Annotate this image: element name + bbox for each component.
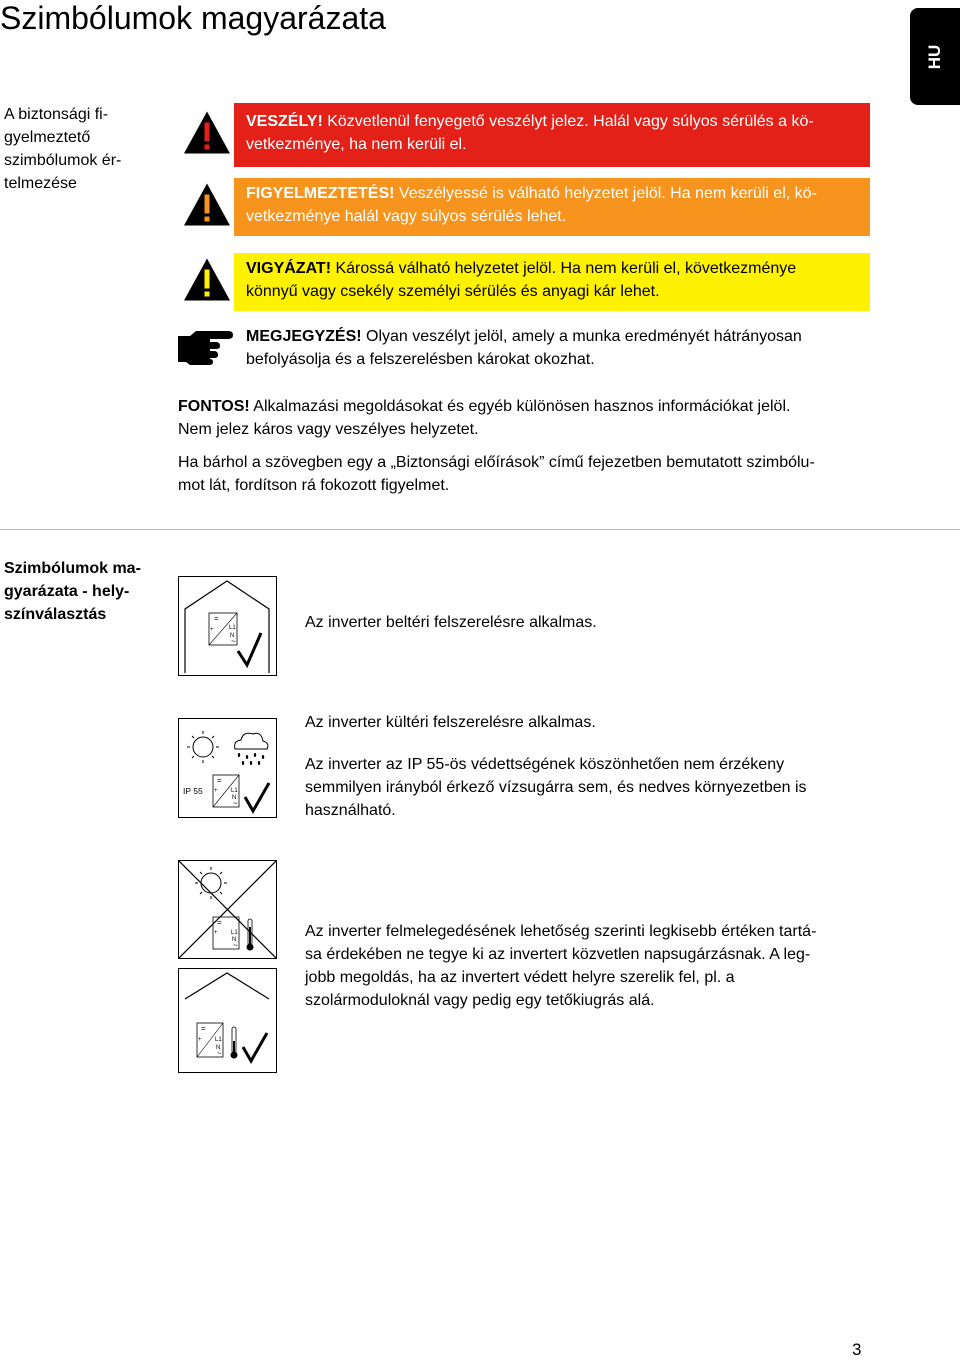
danger-keyword: VESZÉLY! bbox=[246, 113, 323, 130]
no-direct-sun-icon bbox=[179, 861, 276, 958]
outdoor-text-1: Az inverter kültéri felszerelésre alkalmas. bbox=[305, 714, 596, 731]
rain-cloud-icon bbox=[235, 733, 268, 765]
inverter-plus-mark: + bbox=[210, 627, 214, 633]
warning-notice bbox=[178, 178, 870, 236]
thermometer-icon bbox=[231, 1027, 238, 1059]
caution-text: Károssá válható helyzetet jelöl. Ha nem kerüli el, következménye könnyű vagy csekély személyi sérülés és anyagi kár lehet. bbox=[246, 260, 797, 300]
inverter-n-mark: N bbox=[232, 937, 237, 943]
warning-keyword: FIGYELMEZTETÉS! bbox=[246, 185, 395, 202]
important-text-block bbox=[178, 395, 878, 441]
inverter-dc-mark: = bbox=[214, 614, 219, 623]
inverter-ac-mark: ~ bbox=[233, 941, 238, 950]
sun-exposure-text: Az inverter felmelegedésének lehetőség szerinti legkisebb értéken tartá- sa érdekében ne tegye ki az invertert közvetlen napsugárzásnak. A leg- jobb megoldás, ha az invertert védett helyre szerelik fel, pl. a szolármoduloknál vagy pedig egy tetőkiugrás alá. bbox=[305, 923, 817, 1009]
inverter-n-mark: N bbox=[232, 795, 237, 801]
inverter-l1-mark: L1 bbox=[231, 788, 238, 794]
inverter-l1-mark: L1 bbox=[231, 930, 238, 936]
page-title: Szimbólumok magyarázata bbox=[0, 0, 386, 36]
danger-text: Közvetlenül fenyegető veszélyt jelez. Halál vagy súlyos sérülés a kö- vetkezménye, ha nem kerüli el. bbox=[246, 113, 814, 153]
danger-notice bbox=[178, 103, 870, 167]
caution-keyword: VIGYÁZAT! bbox=[246, 260, 332, 277]
inverter-plus-mark: + bbox=[214, 788, 218, 794]
section-safety-label: A biztonsági fi- gyelmeztető szimbólumok ér- telmezése bbox=[4, 106, 122, 192]
inverter-dc-mark: = bbox=[217, 918, 222, 927]
danger-icon bbox=[182, 110, 232, 161]
sun-exposure-symbol bbox=[178, 860, 277, 959]
warning-text: Veszélyessé is válható helyzetet jelöl. Ha nem kerüli el, kö- vetkezménye halál vagy súlyos sérülés lehet. bbox=[246, 185, 817, 225]
pointing-hand-icon bbox=[176, 328, 234, 371]
inverter-n-mark: N bbox=[216, 1045, 221, 1051]
sun-icon bbox=[195, 867, 227, 899]
inverter-dc-mark: = bbox=[201, 1024, 206, 1033]
language-tab bbox=[910, 8, 960, 105]
important-text: Alkalmazási megoldásokat és egyéb különösen hasznos információkat jelöl. Nem jelez káros vagy veszélyes helyzetet. bbox=[178, 398, 791, 438]
caution-box bbox=[234, 253, 870, 311]
shaded-symbol bbox=[178, 968, 277, 1073]
ip-rating-label: IP 55 bbox=[183, 786, 203, 796]
indoor-text: Az inverter beltéri felszerelésre alkalmas. bbox=[305, 614, 597, 631]
section-location-label: Szimbólumok ma- gyarázata - hely- színválasztás bbox=[4, 560, 141, 623]
inverter-l1-mark: L1 bbox=[215, 1037, 222, 1043]
important-keyword: FONTOS! bbox=[178, 398, 250, 415]
note-keyword: MEGJEGYZÉS! bbox=[246, 328, 362, 345]
house-inverter-icon bbox=[179, 577, 276, 675]
caution-notice bbox=[178, 253, 870, 311]
note-text-block bbox=[246, 325, 876, 371]
outdoor-text-2: Az inverter az IP 55-ös védettségének köszönhetően nem érzékeny semmilyen irányból érkező vízsugárra sem, és nedves környezetben is használható. bbox=[305, 756, 807, 819]
inverter-ac-mark: ~ bbox=[233, 799, 238, 808]
inverter-dc-mark: = bbox=[217, 776, 222, 785]
inverter-plus-mark: + bbox=[214, 930, 218, 936]
outdoor-symbol bbox=[178, 718, 277, 818]
indoor-symbol bbox=[178, 576, 277, 676]
inverter-ac-mark: ~ bbox=[217, 1049, 222, 1058]
safety-footer-text: Ha bárhol a szövegben egy a „Biztonsági előírások” című fejezetben bemutatott szimbólu- mot lát, fordítson rá fokozott figyelmet. bbox=[178, 454, 815, 494]
danger-box bbox=[234, 103, 870, 167]
inverter-n-mark: N bbox=[230, 633, 235, 639]
outdoor-inverter-icon bbox=[179, 719, 276, 817]
shaded-inverter-icon bbox=[179, 969, 276, 1072]
note-text: Olyan veszélyt jelöl, amely a munka eredményét hátrányosan befolyásolja és a felszerelésben károkat okozhat. bbox=[246, 328, 802, 368]
section-divider bbox=[0, 529, 960, 530]
language-code: HU bbox=[925, 44, 944, 69]
warning-icon bbox=[182, 182, 232, 233]
page-number: 3 bbox=[852, 1340, 862, 1359]
caution-icon bbox=[182, 257, 232, 308]
inverter-plus-mark: + bbox=[198, 1037, 202, 1043]
inverter-l1-mark: L1 bbox=[229, 625, 236, 631]
sun-icon bbox=[187, 731, 219, 763]
inverter-ac-mark: ~ bbox=[231, 637, 236, 646]
warning-box bbox=[234, 178, 870, 236]
